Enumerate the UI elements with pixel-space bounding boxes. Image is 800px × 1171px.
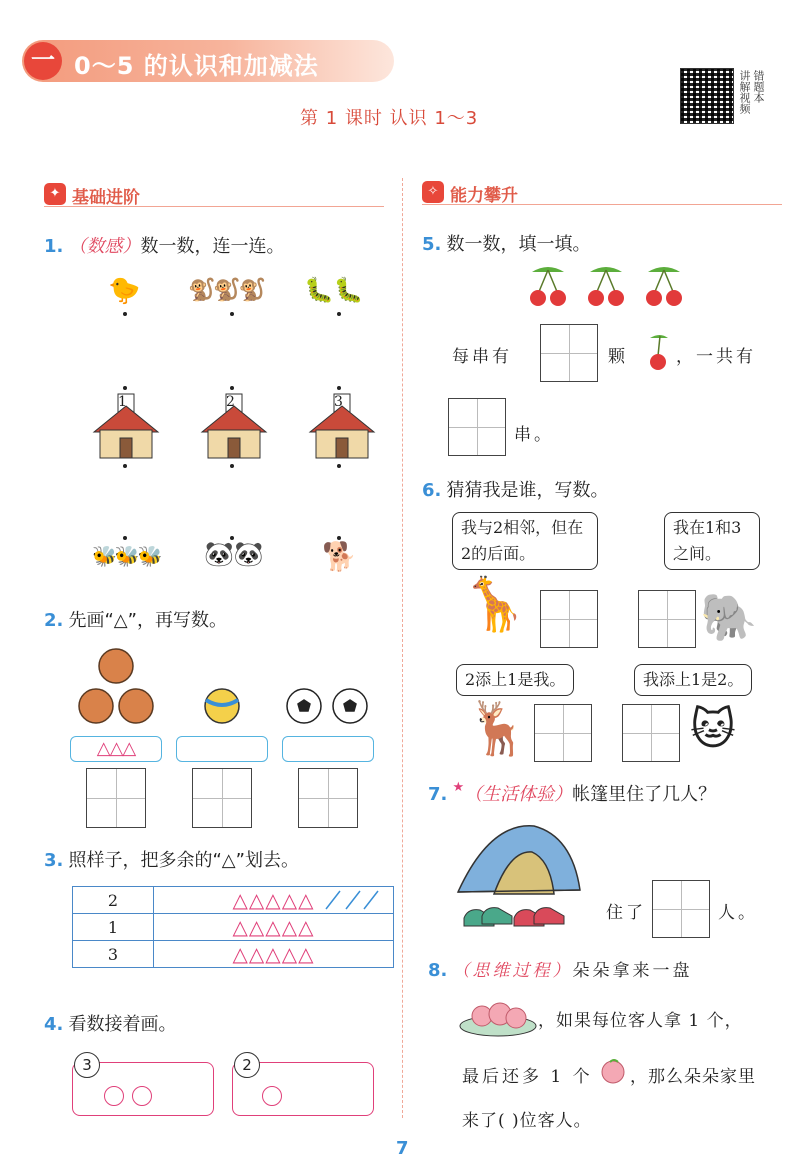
lesson-title: 第 1 课时 认识 1～3 xyxy=(300,108,479,129)
qr-caption-video: 讲解视频 xyxy=(738,70,751,114)
speech-bubble: 2添上1是我。 xyxy=(456,664,574,696)
question-number: 8. xyxy=(428,960,448,981)
monkey-icon: 🐒🐒🐒 xyxy=(188,278,265,303)
connect-dot[interactable] xyxy=(337,386,341,390)
question-4 xyxy=(44,1010,176,1036)
answer-writing-box[interactable] xyxy=(652,880,710,938)
house-number: 2 xyxy=(226,394,235,410)
plate-of-peaches-icon xyxy=(460,1003,536,1036)
tent-picture xyxy=(454,816,584,936)
q5-text-each: 每串有 xyxy=(452,347,512,367)
balls-picture xyxy=(70,648,390,728)
connect-dot[interactable] xyxy=(230,312,234,316)
cat-icon: 🐱 xyxy=(690,704,736,755)
q5-text-bunches: 串。 xyxy=(514,425,554,445)
dog-icon: 🐕 xyxy=(322,540,357,573)
question-2 xyxy=(44,606,227,632)
triangle-table xyxy=(72,886,394,968)
peach-icon xyxy=(598,1056,628,1086)
sample-circle xyxy=(262,1086,282,1106)
cherry-icon xyxy=(530,267,566,306)
triangle-row: △△△△△ xyxy=(232,888,315,912)
table-row xyxy=(73,914,394,941)
elephant-icon: 🐘 xyxy=(700,590,758,644)
number-badge: 3 xyxy=(74,1052,100,1078)
q7-text-lived: 住了 xyxy=(606,903,646,923)
basketball-icon xyxy=(79,649,153,723)
sample-triangles: △△△ xyxy=(96,738,136,759)
connect-dot[interactable] xyxy=(123,312,127,316)
table-triangle-cell[interactable] xyxy=(154,887,394,914)
answer-writing-box[interactable] xyxy=(540,590,598,648)
rocket-icon: ✧ xyxy=(422,181,444,203)
question-text: 朵朵拿来一盘 xyxy=(572,961,693,981)
answer-writing-box[interactable] xyxy=(540,324,598,382)
connect-dot[interactable] xyxy=(123,386,127,390)
answer-writing-box[interactable] xyxy=(448,398,506,456)
connect-dot[interactable] xyxy=(123,536,127,540)
volleyball-icon xyxy=(205,689,239,723)
section-title-right: 能力攀升 xyxy=(450,186,518,206)
section-underline-left xyxy=(44,206,384,207)
cherries-picture xyxy=(524,264,694,310)
cherry-icon xyxy=(588,267,624,306)
cherry-icon xyxy=(644,332,674,372)
question-5 xyxy=(422,230,590,256)
table-triangle-cell[interactable]: △△△△△ xyxy=(154,941,394,968)
shoes-icon xyxy=(464,908,564,926)
q8-text-line3a: 最后还多 1 个 xyxy=(462,1067,593,1087)
q5-text-total: ，一共有 xyxy=(676,347,756,367)
answer-writing-box[interactable] xyxy=(192,768,252,828)
question-text: 看数接着画。 xyxy=(68,1014,177,1035)
table-triangle-cell[interactable]: △△△△△ xyxy=(154,914,394,941)
house-number: 1 xyxy=(118,394,127,410)
question-text: 猜猜我是谁，写数。 xyxy=(446,480,609,501)
connect-dot[interactable] xyxy=(123,464,127,468)
strike-marks xyxy=(322,889,380,911)
bee-icon: 🐝🐝🐝 xyxy=(92,544,161,568)
table-number-cell: 2 xyxy=(73,887,154,914)
table-row xyxy=(73,941,394,968)
question-number: 1. xyxy=(44,236,64,257)
question-text: 数一数，填一填。 xyxy=(446,234,591,255)
question-tag: （生活体验） xyxy=(464,784,573,805)
answer-writing-box[interactable] xyxy=(622,704,680,762)
question-number: 2. xyxy=(44,610,64,631)
peach-plate-picture xyxy=(458,994,538,1038)
runner-icon: ✦ xyxy=(44,183,66,205)
question-text: 照样子，把多余的“△”划去。 xyxy=(68,850,299,871)
question-7 xyxy=(428,780,716,806)
speech-bubble: 我与2相邻，但在2的后面。 xyxy=(452,512,598,570)
section-title-left: 基础进阶 xyxy=(72,188,140,208)
q7-text-people: 人。 xyxy=(718,903,758,923)
giraffe-icon: 🦒 xyxy=(462,575,527,635)
caterpillar-icon: 🐛🐛 xyxy=(304,276,364,304)
question-tag: （数感） xyxy=(68,236,141,257)
question-6 xyxy=(422,476,608,502)
connect-dot[interactable] xyxy=(337,464,341,468)
question-number: 3. xyxy=(44,850,64,871)
triangle-draw-box[interactable] xyxy=(70,736,162,762)
triangle-draw-box[interactable] xyxy=(176,736,268,762)
house-number: 3 xyxy=(334,394,343,410)
number-badge: 2 xyxy=(234,1052,260,1078)
deer-icon: 🦌 xyxy=(466,699,531,759)
connect-dot[interactable] xyxy=(230,386,234,390)
question-text: 先画“△”，再写数。 xyxy=(68,610,227,631)
question-number: 6. xyxy=(422,480,442,501)
q8-text-line4: 来了( )位客人。 xyxy=(462,1111,592,1131)
question-text: 数一数，连一连。 xyxy=(140,236,285,257)
q5-text-unit: 颗 xyxy=(608,347,628,367)
section-underline-right xyxy=(422,204,782,205)
table-row xyxy=(73,887,394,914)
qr-code-icon[interactable] xyxy=(680,68,734,124)
speech-bubble: 我在1和3之间。 xyxy=(664,512,760,570)
cherry-icon xyxy=(646,267,682,306)
question-number: 5. xyxy=(422,234,442,255)
sample-circle xyxy=(104,1086,124,1106)
chapter-number-badge: 一 xyxy=(24,42,62,80)
chapter-title: 0～5 的认识和加减法 xyxy=(74,52,319,80)
chick-icon: 🐤 xyxy=(108,276,141,306)
question-number: 7. xyxy=(428,784,448,805)
question-3 xyxy=(44,846,299,872)
table-number-cell: 1 xyxy=(73,914,154,941)
triangle-draw-box[interactable] xyxy=(282,736,374,762)
connect-dot[interactable] xyxy=(230,464,234,468)
table-number-cell: 3 xyxy=(73,941,154,968)
column-divider xyxy=(402,178,403,1118)
star-icon: ★ xyxy=(452,780,465,795)
question-8 xyxy=(428,956,692,981)
q8-text-line2: ，如果每位客人拿 1 个， xyxy=(538,1011,743,1031)
soccer-ball-icon xyxy=(287,689,367,723)
tent-icon xyxy=(458,826,580,894)
sample-circle xyxy=(132,1086,152,1106)
connect-dot[interactable] xyxy=(337,312,341,316)
qr-caption-mistakes: 错题本 xyxy=(752,70,765,103)
question-1 xyxy=(44,232,284,258)
answer-writing-box[interactable] xyxy=(298,768,358,828)
answer-writing-box[interactable] xyxy=(534,704,592,762)
question-number: 4. xyxy=(44,1014,64,1035)
page-number: 7 xyxy=(396,1138,409,1159)
question-tag: （思维过程） xyxy=(452,961,573,981)
answer-writing-box[interactable] xyxy=(638,590,696,648)
panda-icon: 🐼🐼 xyxy=(204,540,264,568)
answer-writing-box[interactable] xyxy=(86,768,146,828)
speech-bubble: 我添上1是2。 xyxy=(634,664,752,696)
question-text: 帐篷里住了几人？ xyxy=(572,784,717,805)
q8-text-line3b: ，那么朵朵家里 xyxy=(630,1067,756,1087)
